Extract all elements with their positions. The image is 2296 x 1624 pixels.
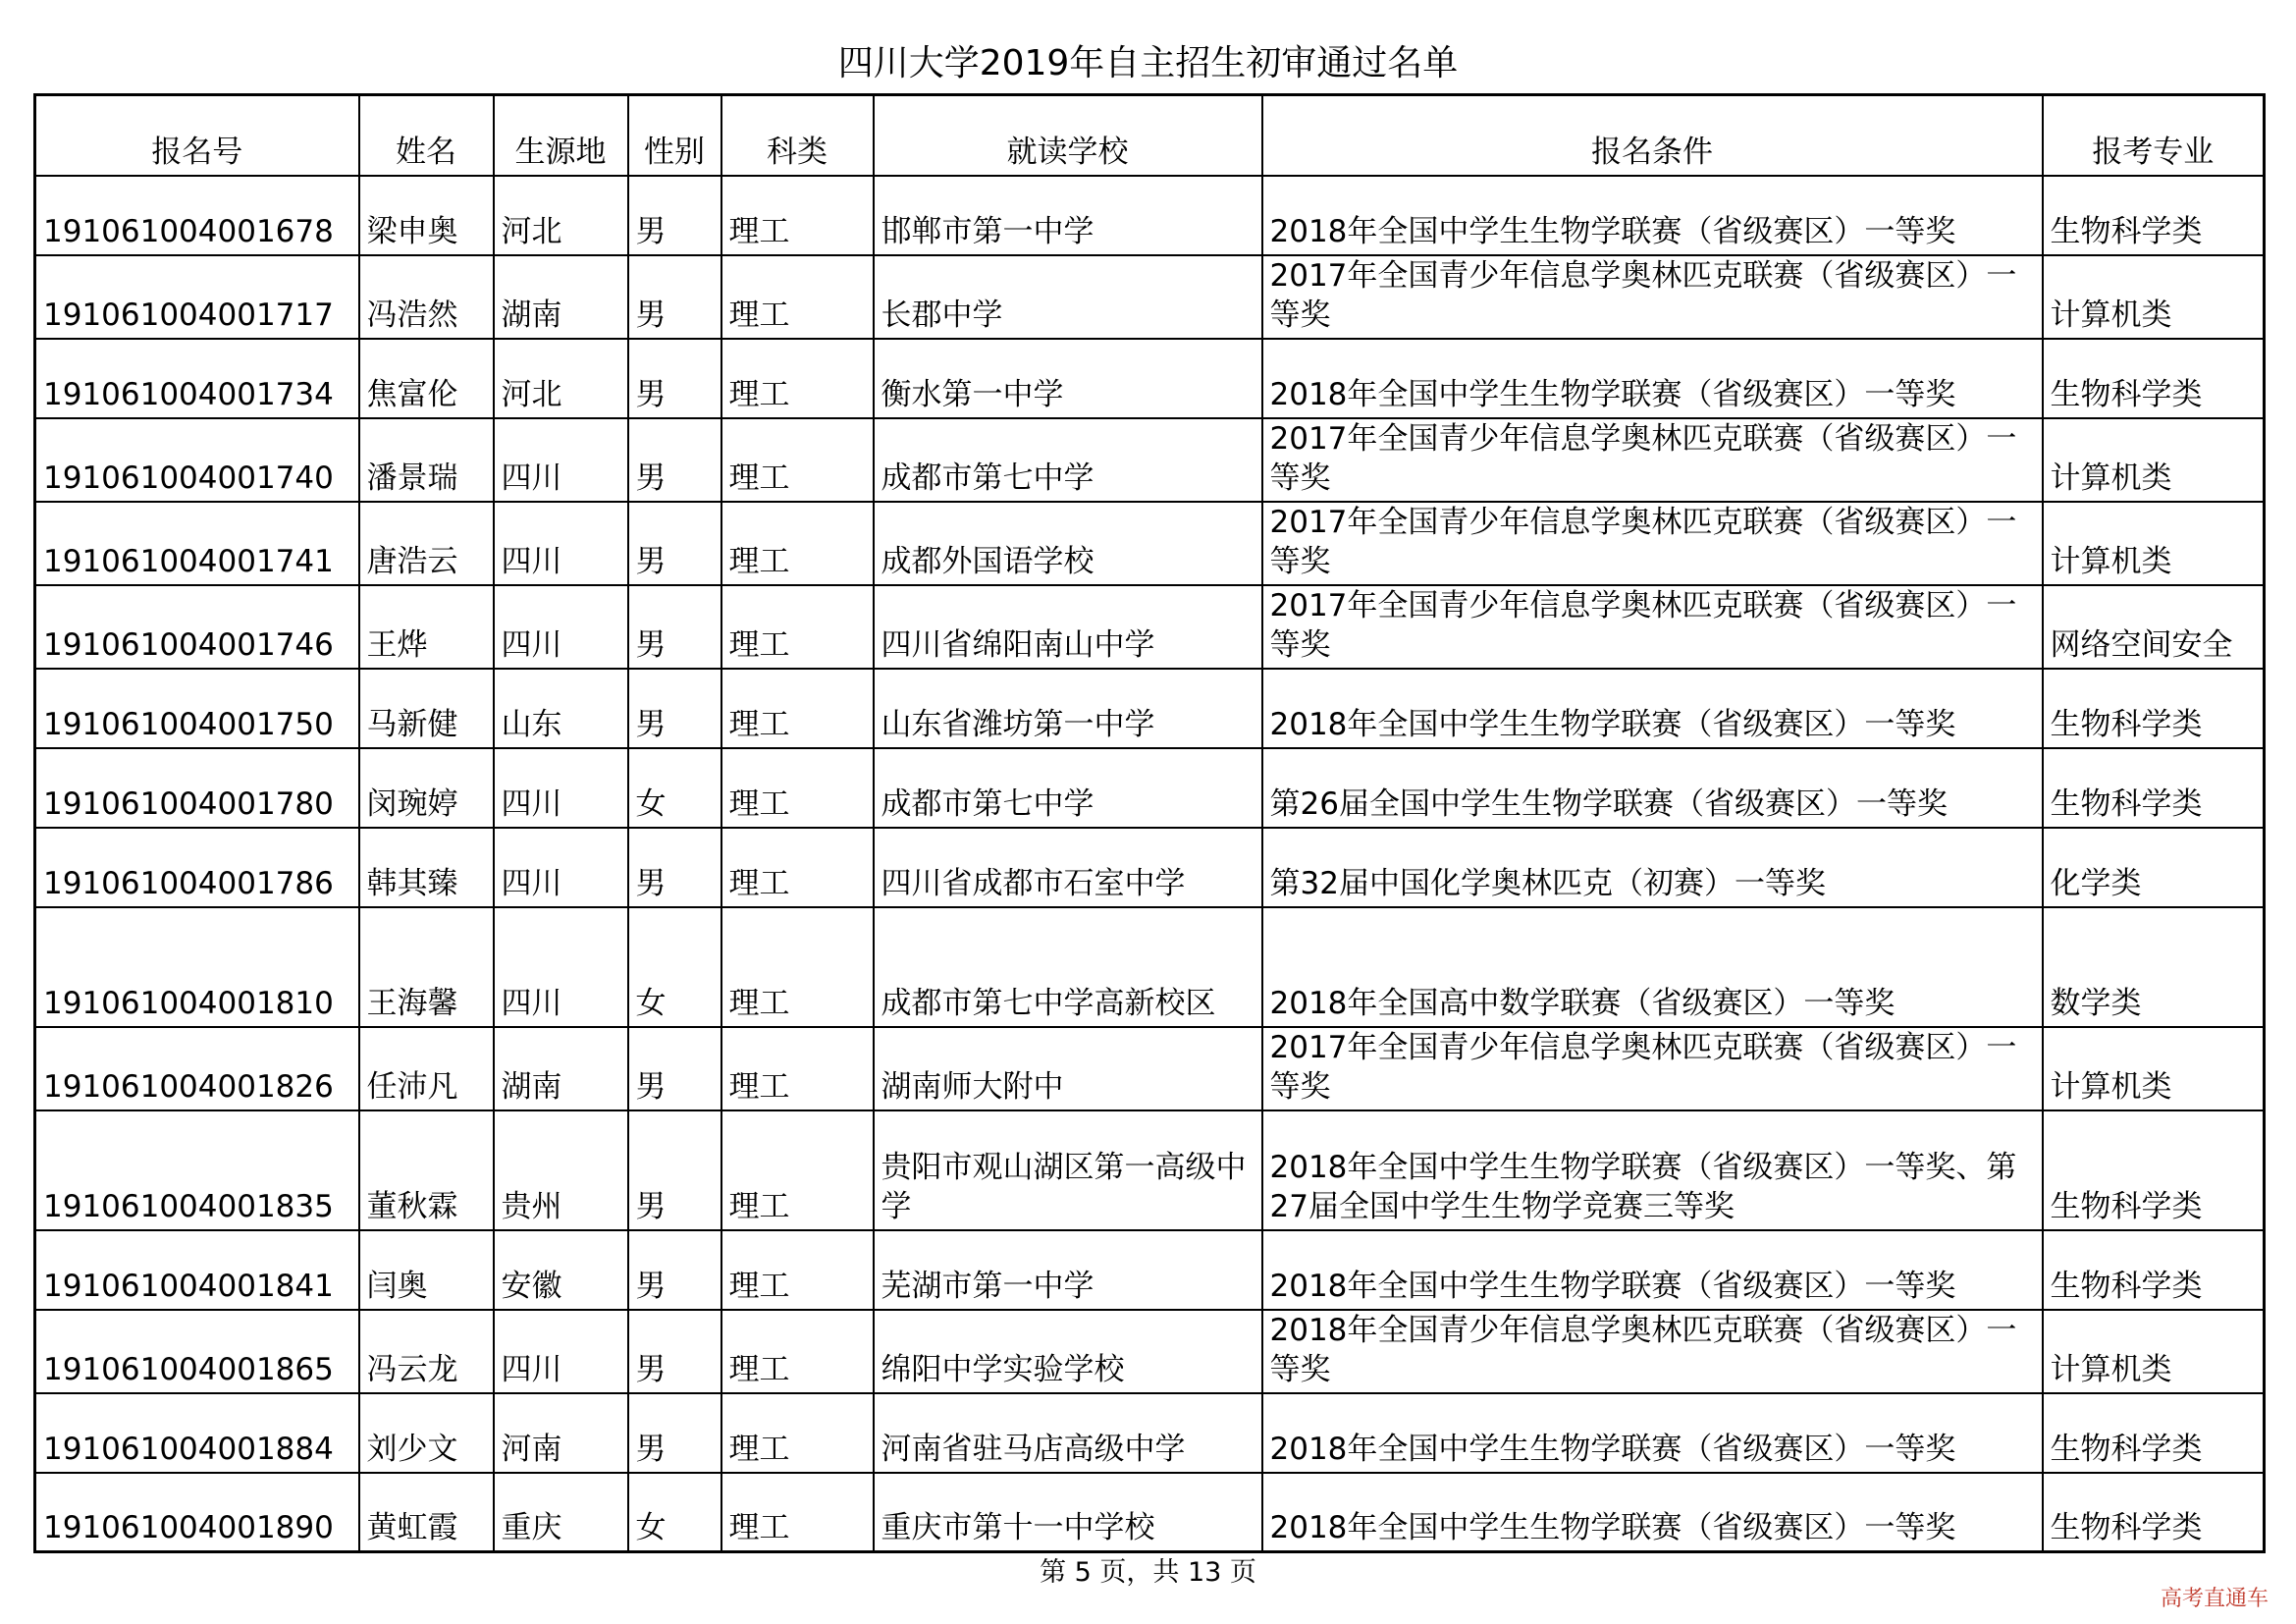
table-row [35,1110,2265,1230]
column-header-category: 科类 [721,95,874,176]
table-row [35,502,2265,585]
cell-origin: 四川 [494,418,628,502]
cell-category: 理工 [721,1310,874,1393]
cell-gender: 男 [628,585,721,669]
cell-category: 理工 [721,255,874,339]
cell-school: 河南省驻马店高级中学 [874,1393,1262,1473]
cell-condition: 第32届中国化学奥林匹克（初赛）一等奖 [1262,828,2043,907]
cell-school: 成都外国语学校 [874,502,1262,585]
cell-condition: 2018年全国中学生生物学联赛（省级赛区）一等奖 [1262,176,2043,255]
cell-gender: 男 [628,1310,721,1393]
cell-school: 长郡中学 [874,255,1262,339]
cell-registration-id: 191061004001780 [35,748,359,828]
table-row [35,585,2265,669]
cell-major: 生物科学类 [2043,1230,2265,1310]
cell-registration-id: 191061004001678 [35,176,359,255]
table-row [35,418,2265,502]
cell-school: 绵阳中学实验学校 [874,1310,1262,1393]
cell-name: 黄虹霞 [359,1473,494,1552]
table-row [35,1393,2265,1473]
cell-major: 计算机类 [2043,255,2265,339]
cell-gender: 男 [628,176,721,255]
cell-condition: 2017年全国青少年信息学奥林匹克联赛（省级赛区）一等奖 [1262,502,2043,585]
cell-school: 成都市第七中学高新校区 [874,907,1262,1027]
column-header-origin: 生源地 [494,95,628,176]
cell-category: 理工 [721,1110,874,1230]
cell-school: 山东省潍坊第一中学 [874,669,1262,748]
cell-origin: 四川 [494,828,628,907]
cell-condition: 2017年全国青少年信息学奥林匹克联赛（省级赛区）一等奖 [1262,418,2043,502]
cell-major: 数学类 [2043,907,2265,1027]
cell-category: 理工 [721,828,874,907]
cell-condition: 2018年全国中学生生物学联赛（省级赛区）一等奖 [1262,1230,2043,1310]
cell-school: 四川省绵阳南山中学 [874,585,1262,669]
header-row [35,95,2265,176]
cell-registration-id: 191061004001841 [35,1230,359,1310]
cell-category: 理工 [721,1393,874,1473]
cell-gender: 男 [628,1027,721,1110]
cell-origin: 河南 [494,1393,628,1473]
cell-registration-id: 191061004001750 [35,669,359,748]
cell-registration-id: 191061004001865 [35,1310,359,1393]
cell-major: 生物科学类 [2043,1110,2265,1230]
table-row [35,828,2265,907]
cell-registration-id: 191061004001740 [35,418,359,502]
cell-origin: 四川 [494,907,628,1027]
cell-gender: 男 [628,828,721,907]
column-header-major: 报考专业 [2043,95,2265,176]
table-row [35,255,2265,339]
column-header-school: 就读学校 [874,95,1262,176]
cell-condition: 2017年全国青少年信息学奥林匹克联赛（省级赛区）一等奖 [1262,1027,2043,1110]
cell-major: 化学类 [2043,828,2265,907]
cell-registration-id: 191061004001746 [35,585,359,669]
page-title: 四川大学2019年自主招生初审通过名单 [837,43,1459,83]
cell-school: 芜湖市第一中学 [874,1230,1262,1310]
cell-category: 理工 [721,1027,874,1110]
page-footer: 第 5 页，共 13 页 [1040,1557,1256,1588]
cell-condition: 2018年全国中学生生物学联赛（省级赛区）一等奖 [1262,339,2043,418]
cell-origin: 四川 [494,585,628,669]
cell-registration-id: 191061004001835 [35,1110,359,1230]
cell-gender: 男 [628,1110,721,1230]
column-header-condition: 报名条件 [1262,95,2043,176]
cell-origin: 湖南 [494,1027,628,1110]
cell-major: 生物科学类 [2043,176,2265,255]
cell-major: 生物科学类 [2043,1473,2265,1552]
cell-origin: 河北 [494,176,628,255]
cell-category: 理工 [721,418,874,502]
cell-name: 焦富伦 [359,339,494,418]
cell-gender: 女 [628,907,721,1027]
cell-category: 理工 [721,748,874,828]
table-row [35,1027,2265,1110]
cell-gender: 男 [628,1393,721,1473]
cell-registration-id: 191061004001884 [35,1393,359,1473]
cell-name: 韩其臻 [359,828,494,907]
cell-registration-id: 191061004001717 [35,255,359,339]
table-row [35,1230,2265,1310]
cell-school: 邯郸市第一中学 [874,176,1262,255]
table-row [35,748,2265,828]
admission-list-table [33,93,2266,1553]
cell-name: 冯浩然 [359,255,494,339]
cell-category: 理工 [721,339,874,418]
cell-condition: 2018年全国中学生生物学联赛（省级赛区）一等奖、第27届全国中学生生物学竞赛三等奖 [1262,1110,2043,1230]
cell-name: 闫奥 [359,1230,494,1310]
table-row [35,907,2265,1027]
cell-name: 唐浩云 [359,502,494,585]
cell-origin: 重庆 [494,1473,628,1552]
cell-origin: 四川 [494,1310,628,1393]
cell-condition: 2017年全国青少年信息学奥林匹克联赛（省级赛区）一等奖 [1262,585,2043,669]
cell-origin: 河北 [494,339,628,418]
table-row [35,176,2265,255]
cell-category: 理工 [721,502,874,585]
cell-school: 衡水第一中学 [874,339,1262,418]
cell-name: 梁申奥 [359,176,494,255]
cell-major: 计算机类 [2043,1027,2265,1110]
cell-name: 任沛凡 [359,1027,494,1110]
cell-major: 生物科学类 [2043,669,2265,748]
cell-category: 理工 [721,176,874,255]
cell-registration-id: 191061004001826 [35,1027,359,1110]
cell-school: 贵阳市观山湖区第一高级中学 [874,1110,1262,1230]
cell-gender: 男 [628,502,721,585]
column-header-name: 姓名 [359,95,494,176]
cell-condition: 2018年全国中学生生物学联赛（省级赛区）一等奖 [1262,1473,2043,1552]
cell-name: 马新健 [359,669,494,748]
cell-condition: 2018年全国高中数学联赛（省级赛区）一等奖 [1262,907,2043,1027]
cell-name: 闵琬婷 [359,748,494,828]
cell-origin: 山东 [494,669,628,748]
cell-category: 理工 [721,907,874,1027]
cell-condition: 2018年全国中学生生物学联赛（省级赛区）一等奖 [1262,669,2043,748]
column-header-gender: 性别 [628,95,721,176]
cell-school: 成都市第七中学 [874,418,1262,502]
cell-condition: 2018年全国中学生生物学联赛（省级赛区）一等奖 [1262,1393,2043,1473]
cell-gender: 男 [628,1230,721,1310]
table-row [35,1310,2265,1393]
cell-registration-id: 191061004001741 [35,502,359,585]
table-row [35,339,2265,418]
cell-name: 潘景瑞 [359,418,494,502]
cell-gender: 女 [628,1473,721,1552]
cell-registration-id: 191061004001810 [35,907,359,1027]
cell-registration-id: 191061004001734 [35,339,359,418]
cell-name: 王烨 [359,585,494,669]
cell-condition: 2017年全国青少年信息学奥林匹克联赛（省级赛区）一等奖 [1262,255,2043,339]
cell-origin: 湖南 [494,255,628,339]
cell-major: 生物科学类 [2043,339,2265,418]
cell-gender: 男 [628,418,721,502]
cell-gender: 男 [628,339,721,418]
cell-major: 生物科学类 [2043,748,2265,828]
cell-name: 董秋霖 [359,1110,494,1230]
cell-origin: 四川 [494,502,628,585]
cell-name: 王海馨 [359,907,494,1027]
cell-major: 计算机类 [2043,502,2265,585]
cell-school: 重庆市第十一中学校 [874,1473,1262,1552]
table-row [35,669,2265,748]
cell-gender: 男 [628,255,721,339]
cell-registration-id: 191061004001890 [35,1473,359,1552]
cell-category: 理工 [721,585,874,669]
column-header-registration-id: 报名号 [35,95,359,176]
cell-category: 理工 [721,1473,874,1552]
cell-gender: 男 [628,669,721,748]
cell-registration-id: 191061004001786 [35,828,359,907]
cell-origin: 安徽 [494,1230,628,1310]
cell-gender: 女 [628,748,721,828]
cell-category: 理工 [721,669,874,748]
cell-origin: 贵州 [494,1110,628,1230]
table-row [35,1473,2265,1552]
cell-name: 刘少文 [359,1393,494,1473]
cell-major: 生物科学类 [2043,1393,2265,1473]
cell-origin: 四川 [494,748,628,828]
cell-category: 理工 [721,1230,874,1310]
cell-major: 网络空间安全 [2043,585,2265,669]
cell-school: 成都市第七中学 [874,748,1262,828]
cell-major: 计算机类 [2043,418,2265,502]
cell-school: 湖南师大附中 [874,1027,1262,1110]
cell-name: 冯云龙 [359,1310,494,1393]
cell-school: 四川省成都市石室中学 [874,828,1262,907]
watermark: 高考直通车 [2160,1587,2269,1611]
cell-condition: 第26届全国中学生生物学联赛（省级赛区）一等奖 [1262,748,2043,828]
cell-condition: 2018年全国青少年信息学奥林匹克联赛（省级赛区）一等奖 [1262,1310,2043,1393]
cell-major: 计算机类 [2043,1310,2265,1393]
